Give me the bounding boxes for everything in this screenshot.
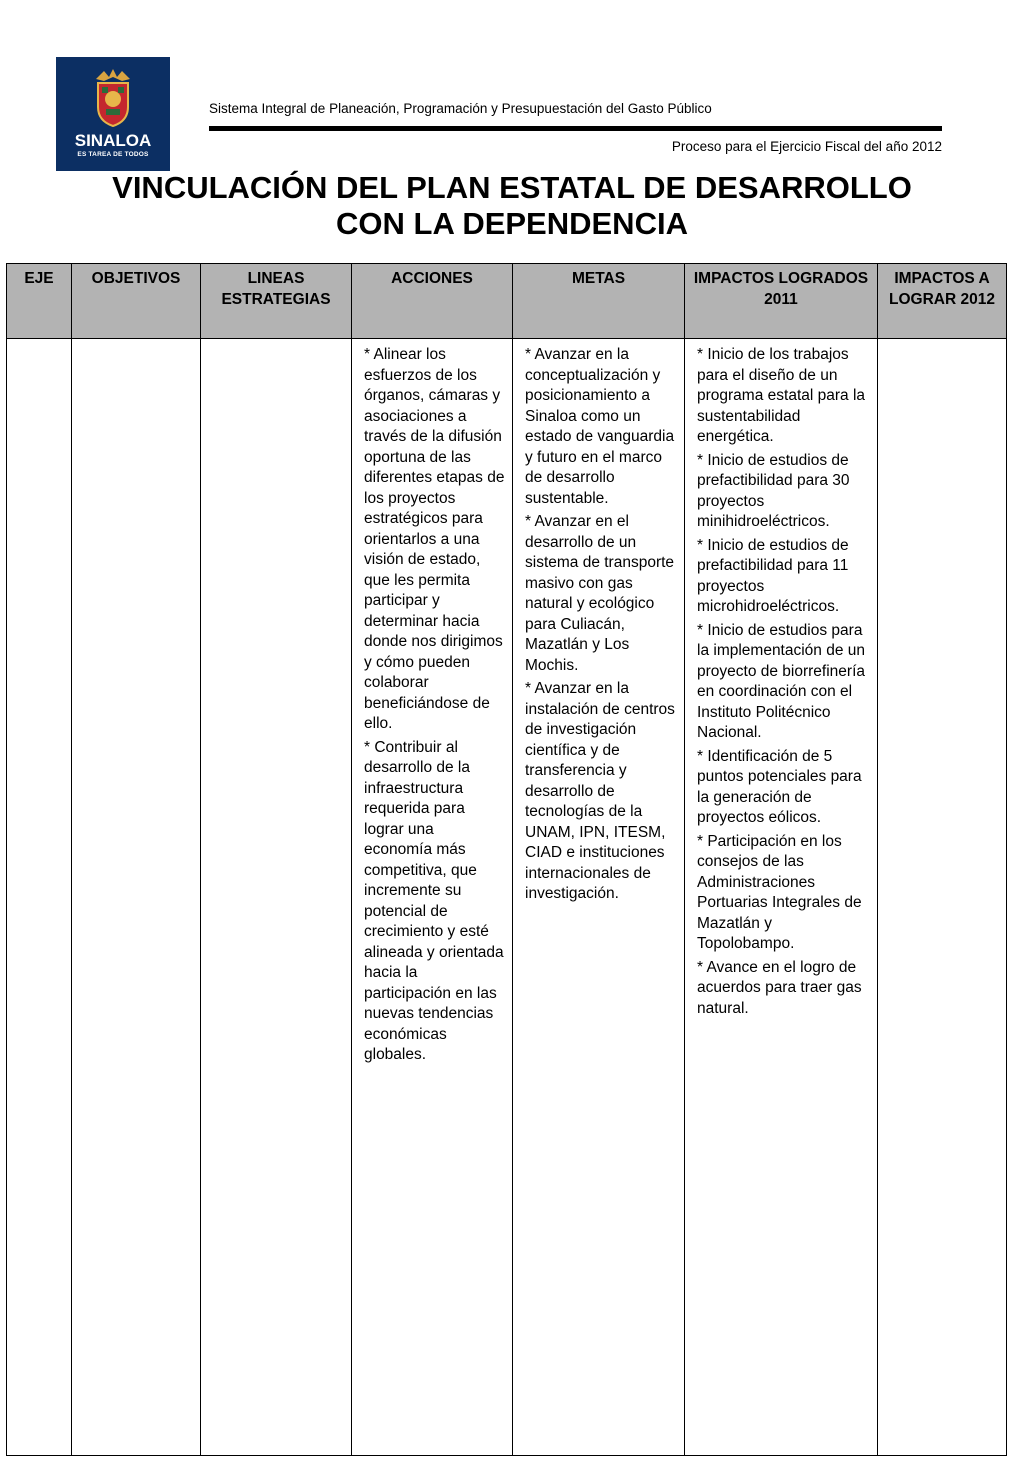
column-header-lineas-estrategias: LINEAS ESTRATEGIAS	[201, 264, 352, 339]
meta-item: * Avanzar en el desarrollo de un sistema de transporte masivo con gas natural y ecológico para Culiacán, Mazatlán y Los Mochis.	[525, 513, 675, 674]
impacto-item: * Inicio de estudios para la implementación de un proyecto de biorrefinería en coordinación con el Instituto Politécnico Nacional.	[697, 621, 866, 741]
page-title-line1: VINCULACIÓN DEL PLAN ESTATAL DE DESARROLLO	[112, 170, 912, 205]
table-row	[7, 339, 1007, 1456]
impacto-item: * Avance en el logro de acuerdos para traer gas natural.	[697, 958, 862, 1017]
cell-impactos-lograr	[878, 339, 1007, 1456]
impacto-item: * Inicio de estudios de prefactibilidad para 11 proyectos microhidroeléctricos.	[697, 536, 849, 615]
impacto-item: * Inicio de estudios de prefactibilidad para 30 proyectos minihidroeléctricos.	[697, 451, 850, 530]
meta-item: * Avanzar en la instalación de centros de investigación científica y de transferencia y desarrollo de tecnologías de la UNAM, IPN, ITESM, CIAD e instituciones internacionales de investigación.	[525, 680, 675, 902]
column-header-metas: METAS	[513, 264, 685, 339]
page-title-line2: CON LA DEPENDENCIA	[336, 206, 688, 241]
fiscal-process-label: Proceso para el Ejercicio Fiscal del año 2012	[671, 139, 942, 154]
meta-item: * Avanzar en la conceptualización y posicionamiento a Sinaloa como un estado de vanguardia y futuro en el marco de desarrollo sustentable.	[525, 346, 675, 507]
cell-eje	[7, 339, 72, 1456]
column-header-impactos-logrados: IMPACTOS LOGRADOS 2011	[685, 264, 878, 339]
plan-linkage-table	[6, 263, 1007, 1456]
cell-lineas-estrategias	[201, 339, 352, 1456]
cell-objetivos	[72, 339, 201, 1456]
cell-acciones	[352, 339, 513, 1456]
column-header-objetivos: OBJETIVOS	[72, 264, 201, 339]
cell-metas	[513, 339, 685, 1456]
system-title: Sistema Integral de Planeación, Programación y Presupuestación del Gasto Público	[209, 101, 712, 116]
header-divider	[209, 126, 942, 131]
logo-name: SINALOA	[74, 131, 152, 150]
logo-slogan: ES TAREA DE TODOS	[77, 151, 149, 158]
table-header-row	[7, 264, 1007, 339]
column-header-eje: EJE	[7, 264, 72, 339]
impacto-item: * Participación en los consejos de las Administraciones Portuarias Integrales de Mazatlán y Topolobampo.	[697, 832, 862, 952]
sinaloa-logo	[56, 57, 170, 171]
sinaloa-coat-of-arms-icon	[56, 57, 170, 131]
accion-item: * Alinear los esfuerzos de los órganos, cámaras y asociaciones a través de la difusión oportuna de las diferentes etapas de los proyectos estratégicos para orientarlos a una visión de estado, que les permita participar y determinar hacia donde nos dirigimos y cómo pueden colaborar beneficiándose de ello.	[364, 346, 505, 732]
column-header-acciones: ACCIONES	[352, 264, 513, 339]
impacto-item: * Inicio de los trabajos para el diseño de un programa estatal para la sustentabilidad energética.	[697, 346, 866, 445]
column-header-impactos-lograr: IMPACTOS A LOGRAR 2012	[878, 264, 1007, 339]
accion-item: * Contribuir al desarrollo de la infraestructura requerida para lograr una economía más competitiva, que incremente su potencial de crecimiento y esté alineada y orientada hacia la participación en las nuevas tendencias económicas globales.	[364, 738, 504, 1063]
page-title	[0, 170, 1024, 242]
impacto-item: * Identificación de 5 puntos potenciales para la generación de proyectos eólicos.	[697, 747, 862, 826]
cell-impactos-logrados	[685, 339, 878, 1456]
